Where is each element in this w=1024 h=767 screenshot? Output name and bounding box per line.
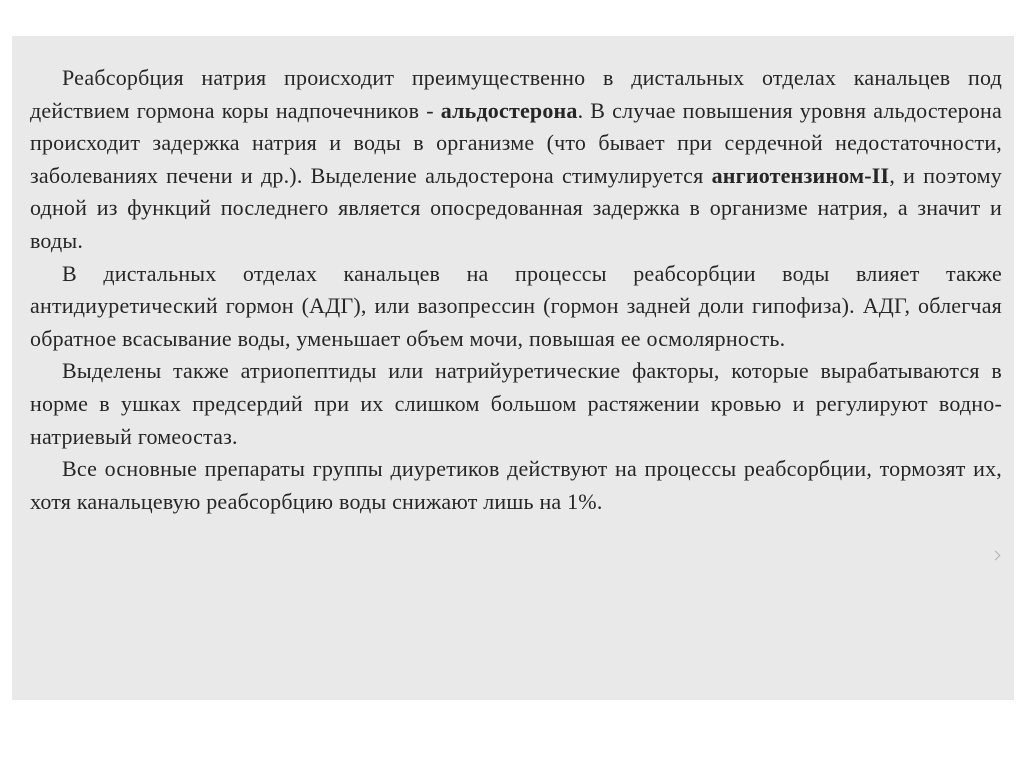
paragraph-1 <box>30 62 1002 258</box>
paragraph-2 <box>30 258 1002 356</box>
paragraph-3 <box>30 355 1002 453</box>
document-page <box>12 36 1014 700</box>
paragraph-2-text: В дистальных отделах канальцев на процессы реабсорбции воды влияет также антидиуретический гормон (АДГ), или вазопрессин (гормон задней доли гипофиза). АДГ, облегчая обратное всасывание воды, уменьшает объем мочи, повышая ее осмолярность. <box>30 260 1002 351</box>
paragraph-4-text: Все основные препараты группы диуретиков действуют на процессы реабсорбции, тормозят их, хотя канальцевую реабсорбцию воды снижают лишь на 1%. <box>30 456 1002 514</box>
document-text <box>30 62 1002 518</box>
paragraph-1-text: . В случае повышения уровня альдостерона происходит задержка натрия и воды в организме (что бывает при сердечной недостаточности, заболеваниях печени и др.). Выделение альдостерона стимулируется <box>30 97 1002 188</box>
paragraph-4 <box>30 453 1002 518</box>
paragraph-1-text: , и поэтому одной из функций последнего является опосредованная задержка в организме натрия, а значит и воды. <box>30 162 1002 253</box>
paragraph-1-text: Реабсорбция натрия происходит преимущественно в дистальных отделах канальцев под действием гормона коры надпочечников - <box>30 65 1002 123</box>
paragraph-3-text: Выделены также атриопептиды или натрийуретические факторы, которые вырабатываются в норме в ушках предсердий при их слишком большом растяжении кровью и регулируют водно-натриевый гомеостаз. <box>30 358 1002 449</box>
term-aldosterone: альдостерона <box>440 97 578 123</box>
term-angiotensin-ii: ангиотензином-II <box>711 162 890 188</box>
